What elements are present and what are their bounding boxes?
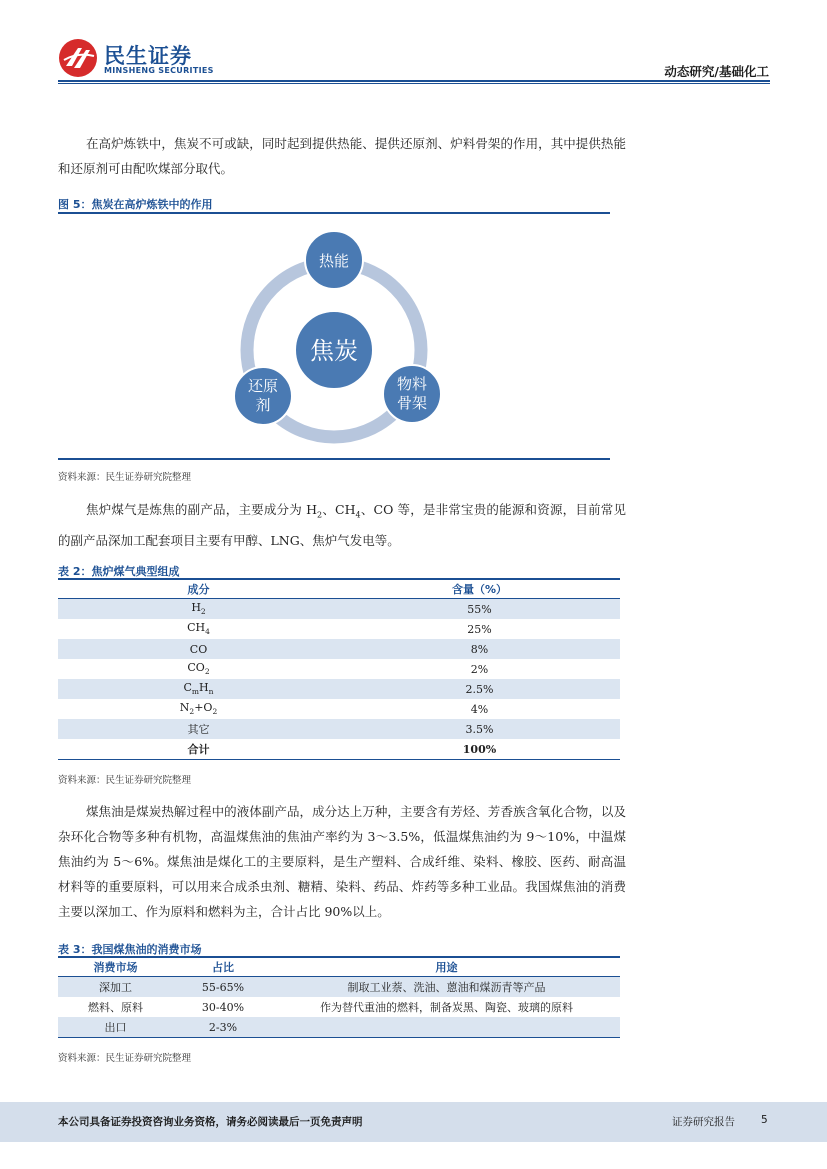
minsheng-logo-icon (58, 38, 98, 78)
col-header-share: 占比 (173, 958, 273, 977)
table-row: $H_2$ 55% (58, 599, 620, 620)
table-2-source: 资料来源：民生证券研究院整理 (58, 775, 192, 786)
table-row: 燃料、原料 30-40% 作为替代重油的燃料，制备炭黑、陶瓷、玻璃的原料 (88, 1000, 573, 1014)
figure-5-source: 资料来源：民生证券研究院整理 (58, 472, 192, 483)
report-category: 动态研究/基础化工 (664, 64, 769, 79)
table-3-source: 资料来源：民生证券研究院整理 (58, 1053, 192, 1064)
table-row: $C_mH_n$ 2.5% (58, 679, 620, 699)
table-row: $CH_4$ 25% (187, 621, 492, 637)
center-label: 焦炭 (310, 337, 358, 365)
skeleton-label-line2: 骨架 (396, 394, 428, 412)
figure-top-rule (58, 212, 610, 214)
table-row: 其它 3.5% (58, 719, 620, 739)
header-divider-thin (58, 83, 770, 84)
col-header-component: 成分 (58, 580, 339, 599)
table-row: CO 8% (58, 639, 620, 659)
footer-disclaimer: 本公司具备证券投资咨询业务资格，请务必阅读最后一页免责声明 (58, 1116, 363, 1128)
heat-label: 热能 (318, 252, 350, 270)
figure-5-caption: 图 5：焦炭在高炉炼铁中的作用 (58, 198, 213, 211)
footer-report-type: 证券研究报告 (672, 1116, 735, 1128)
table-2-caption: 表 2：焦炉煤气典型组成 (58, 565, 180, 578)
figure-bottom-rule (58, 458, 610, 460)
reducer-label-line1: 还原 (247, 377, 279, 395)
paragraph-coal-tar: 煤焦油是煤炭热解过程中的液体副产品，成分达上万种，主要含有芳烃、芳香族含氧化合物，以及杂环化合物等多种有机物，高温煤焦油的焦油产率约为 3～3.5%，低温煤焦油约为 9～10%，中温煤焦油约为 5～6%。煤焦油是煤化工的主要原料，是生产塑料、合成纤维、染料、橡胶、医药、耐高温材料等的重要原料，可以用来合成杀虫剂、糖精、染料、药品、炸药等多种工业品。我国煤焦油的消费主要以深加工、作为原料和燃料为主，合计占比 90%以上。 (58, 804, 626, 919)
page-number: 5 (761, 1114, 768, 1126)
col-header-market: 消费市场 (58, 958, 173, 977)
table-3-caption: 表 3：我国煤焦油的消费市场 (58, 943, 202, 956)
table-row: $N_2+O_2$ 4% (179, 701, 489, 717)
coke-function-diagram (58, 220, 610, 456)
table-total-row: 合计 100% (58, 739, 620, 760)
gas-composition-table (58, 580, 620, 760)
col-header-content: 含量（%） (339, 580, 620, 599)
table-header-row (58, 580, 620, 599)
paragraph-coke-oven-gas: 焦炉煤气是炼焦的副产品，主要成分为 $H_2$、$CH_4$、CO 等，是非常宝贵的能源和资源，目前常见的副产品深加工配套项目主要有甲醇、LNG、焦炉气发电等。 (58, 502, 626, 548)
paragraph-coke-role: 在高炉炼铁中，焦炭不可或缺，同时起到提供热能、提供还原剂、炉料骨架的作用，其中提供热能和还原剂可由配吹煤部分取代。 (58, 136, 626, 176)
logo-name-cn: 民生证券 (104, 44, 192, 68)
table-row: 出口 2-3% (58, 1017, 620, 1038)
table-row: $CO_2$ 2% (187, 661, 489, 677)
header-divider (58, 80, 770, 82)
coal-tar-market-table (58, 958, 620, 1038)
col-header-usage: 用途 (273, 958, 620, 977)
reducer-label-line2: 剂 (255, 396, 271, 414)
table-header-row (58, 958, 620, 977)
skeleton-label-line1: 物料 (396, 375, 428, 393)
table-row: 深加工 55-65% 制取工业萘、洗油、蒽油和煤沥青等产品 (58, 977, 620, 998)
logo-name-en: MINSHENG SECURITIES (104, 66, 214, 75)
